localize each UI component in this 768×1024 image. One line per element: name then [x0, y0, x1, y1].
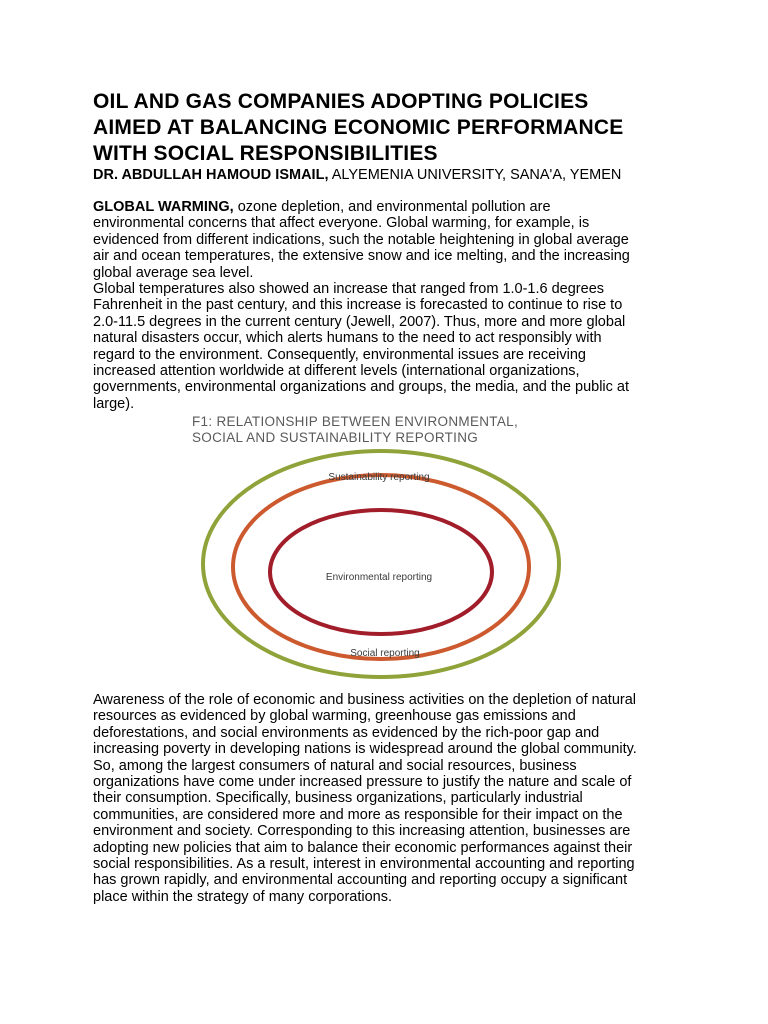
paragraph-line: [93, 199, 693, 215]
paragraph-line: governments, environmental organizations and groups, the media, and the public at: [93, 379, 630, 396]
paragraph-line: environment and society. Corresponding to this increasing attention, businesses are: [93, 823, 631, 840]
paragraph-line: evidenced from different indications, such the notable heightening in global average: [93, 231, 629, 248]
paragraph-line: Awareness of the role of economic and business activities on the depletion of natural: [93, 692, 637, 708]
title-line: AIMED AT BALANCING ECONOMIC PERFORMANCE: [93, 116, 624, 139]
label-environmental-reporting: Environmental reporting: [325, 572, 433, 583]
paragraph-line: air and ocean temperatures, the extensive snow and ice melting, and the increasing: [93, 248, 630, 265]
figure-title-line: SOCIAL AND SUSTAINABILITY REPORTING: [192, 430, 479, 445]
paragraph-line: Fahrenheit in the past century, and this increase is forecasted to continue to rise to: [93, 297, 623, 314]
paragraph-line: Global temperatures also showed an increase that ranged from 1.0-1.6 degrees: [93, 281, 605, 297]
figure-reporting-relationship: [190, 412, 580, 682]
paragraph-line: global average sea level.: [93, 264, 254, 281]
paragraph-line: increasing poverty in developing nations is widespread around the global community.: [93, 741, 637, 758]
title-line: WITH SOCIAL RESPONSIBILITIES: [93, 142, 438, 165]
paragraph-line: natural disasters occur, which alerts humans to the need to act responsibly with: [93, 330, 602, 347]
paragraph-line: their consumption. Specifically, business organizations, particularly industrial: [93, 790, 583, 807]
figure-title: [192, 414, 518, 446]
paragraph-line: resources as evidenced by global warming, greenhouse gas emissions and: [93, 708, 576, 725]
ring-social: [233, 475, 529, 659]
paragraph-line: 2.0-11.5 degrees in the current century (Jewell, 2007). Thus, more and more global: [93, 313, 626, 330]
paragraph-line: increased attention worldwide at different levels (international organizations,: [93, 363, 580, 380]
paragraph-line: deforestations, and social environments as evidenced by the rich-poor gap and: [93, 724, 600, 741]
paragraph-line: large).: [93, 395, 135, 412]
label-social-reporting: Social reporting: [350, 648, 420, 659]
title-line: OIL AND GAS COMPANIES ADOPTING POLICIES: [93, 90, 589, 113]
paragraph-line: social responsibilities. As a result, interest in environmental accounting and reporting: [93, 856, 635, 873]
paragraph-global-warming: [93, 199, 693, 281]
paragraph-lead: GLOBAL WARMING,: [93, 199, 234, 215]
ring-sustainability: [203, 451, 559, 677]
paragraph-line: has grown rapidly, and environmental accounting and reporting occupy a significant: [93, 872, 628, 889]
label-sustainability-reporting: Sustainability reporting: [328, 472, 430, 483]
paragraph-line: communities, are considered more and more as responsible for their impact on the: [93, 806, 623, 823]
paragraph-awareness: [93, 692, 693, 905]
paragraph-line-text: ozone depletion, and environmental pollution are: [233, 199, 551, 215]
paragraph-line: regard to the environment. Consequently, environmental issues are receiving: [93, 346, 586, 363]
reporting-rings-diagram: [190, 412, 580, 682]
paragraph-line: environmental concerns that affect everyone. Global warming, for example, is: [93, 215, 590, 232]
paragraph-line: organizations have come under increased pressure to justify the nature and scale of: [93, 774, 632, 791]
paragraph-line: adopting new policies that aim to balance their economic performances against their: [93, 839, 633, 856]
paragraph-line: So, among the largest consumers of natural and social resources, business: [93, 757, 577, 774]
paragraph-line: place within the strategy of many corporations.: [93, 888, 393, 905]
document-title: [93, 89, 733, 167]
paragraph-global-temperatures: [93, 281, 693, 412]
author-line: [93, 166, 621, 184]
figure-title-line: F1: RELATIONSHIP BETWEEN ENVIRONMENTAL,: [192, 414, 519, 429]
author-name: DR. ABDULLAH HAMOUD ISMAIL,: [93, 167, 329, 183]
author-affiliation: ALYEMENIA UNIVERSITY, SANA'A, YEMEN: [328, 167, 622, 183]
